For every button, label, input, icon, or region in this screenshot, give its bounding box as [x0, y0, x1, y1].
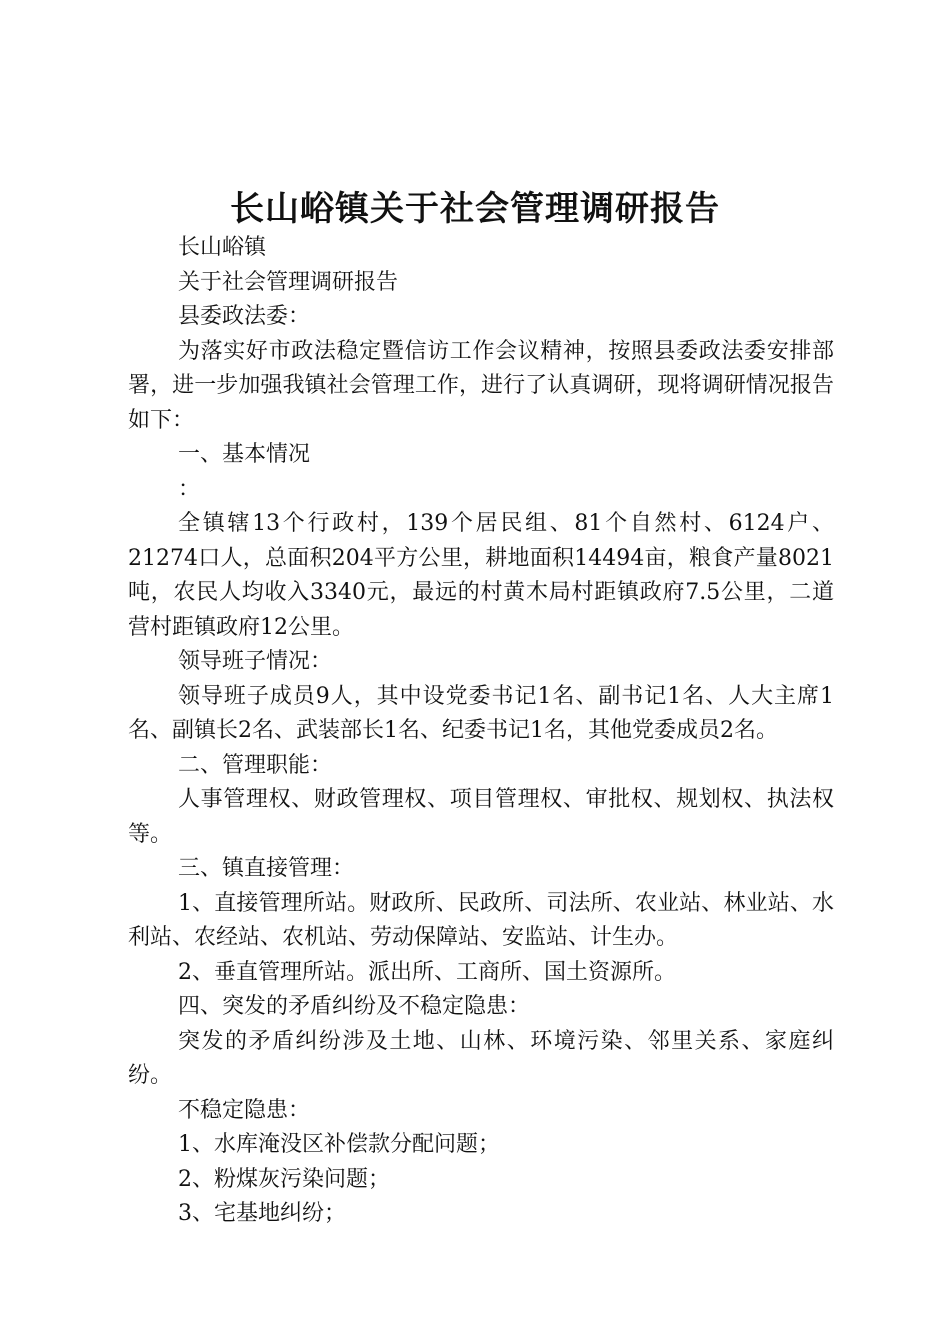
list-item-hazard-3: 3、宅基地纠纷；: [178, 1201, 346, 1226]
paragraph-leadership: 领导班子成员9人，其中设党委书记1名、副书记1名、人大主席1名、副镇长2名、武装部长1名、纪委书记1名，其他党委成员2名。: [128, 683, 834, 743]
subheading-leadership: 领导班子情况：: [178, 649, 333, 674]
paragraph-direct-stations: 1、直接管理所站。财政所、民政所、司法所、农业站、林业站、水利站、农经站、农机站、劳动保障站、安监站、计生办。: [128, 890, 834, 950]
paragraph-vertical-stations: 2、垂直管理所站。派出所、工商所、国土资源所。: [178, 959, 676, 985]
section-heading-basic: 一、基本情况: [178, 442, 311, 467]
paragraph-disputes: 突发的矛盾纠纷涉及土地、山林、环境污染、邻里关系、家庭纠纷。: [128, 1028, 834, 1088]
section-heading-direct-management: 三、镇直接管理：: [178, 856, 355, 881]
paragraph-colon: ：: [178, 476, 201, 502]
section-heading-disputes: 四、突发的矛盾纠纷及不稳定隐患：: [178, 994, 531, 1019]
list-item-hazard-2: 2、粉煤灰污染问题；: [178, 1166, 390, 1192]
paragraph-subtitle: 关于社会管理调研报告: [178, 269, 399, 295]
paragraph-town-overview: 全镇辖13个行政村，139个居民组、81个自然村、6124户、21274口人，总面积204平方公里，耕地面积14494亩，粮食产量8021吨，农民人均收入3340元，最远的村黄木局村距镇政府7.5公里，二道营村距镇政府12公里。: [128, 511, 834, 640]
paragraph-intro: 为落实好市政法稳定暨信访工作会议精神，按照县委政法委安排部署，进一步加强我镇社会管理工作，进行了认真调研，现将调研情况报告如下：: [128, 338, 834, 433]
section-heading-functions: 二、管理职能：: [178, 752, 333, 778]
paragraph-addressee: 县委政法委：: [178, 304, 311, 329]
document-body: [128, 231, 834, 1232]
subheading-hazards: 不稳定隐患：: [178, 1097, 311, 1123]
list-item-hazard-1: 1、水库淹没区补偿款分配问题；: [178, 1132, 500, 1157]
paragraph-org-name: 长山峪镇: [178, 235, 267, 260]
document-title: 长山峪镇关于社会管理调研报告: [230, 189, 720, 229]
paragraph-functions: 人事管理权、财政管理权、项目管理权、审批权、规划权、执法权等。: [128, 787, 834, 847]
